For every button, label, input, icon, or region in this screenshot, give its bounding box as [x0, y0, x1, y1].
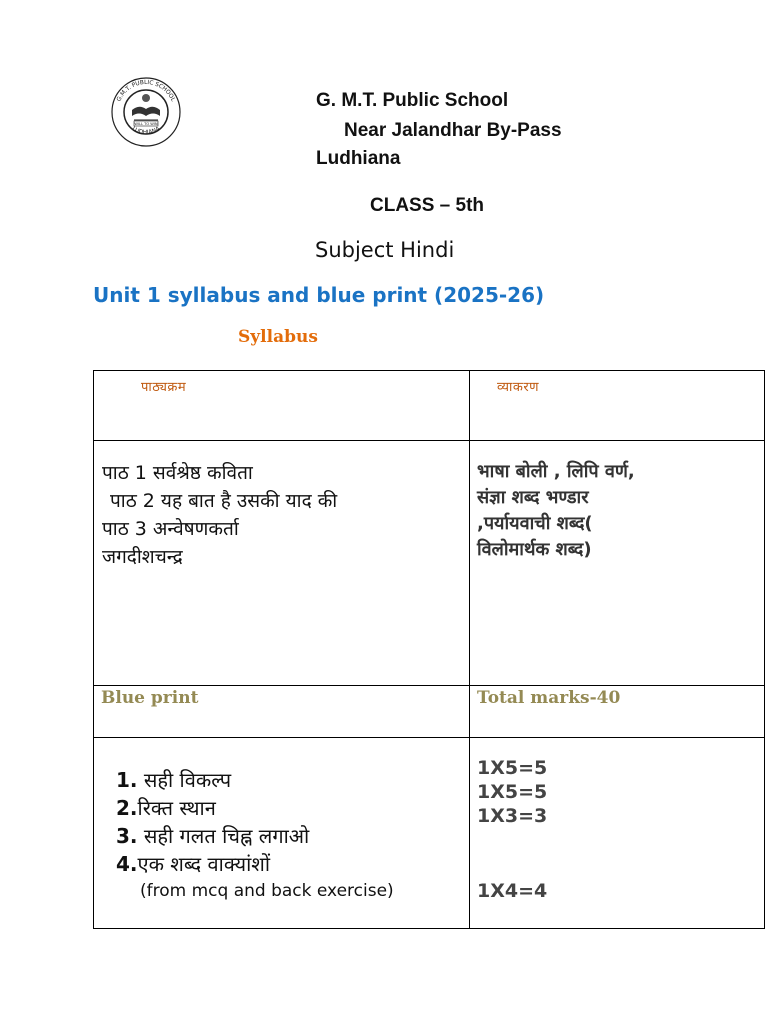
chapter-list — [102, 459, 469, 571]
school-name: G. M.T. Public School — [316, 90, 509, 111]
table-cell — [470, 371, 765, 441]
table-cell — [94, 371, 470, 441]
marks-item: 1X5=5 — [477, 757, 548, 779]
marks-item: 1X4=4 — [477, 880, 548, 902]
col-heading-curriculum: पाठ्यक्रम — [141, 380, 187, 395]
total-marks-label: Total marks-40 — [477, 688, 621, 708]
chapter-line: पाठ 2 यह बात है उसकी याद की — [110, 490, 338, 512]
grammar-topics — [477, 459, 764, 563]
svg-text:LUDHIANA: LUDHIANA — [130, 126, 162, 137]
list-item: 2.रिक्त स्थान — [116, 796, 216, 820]
table-cell — [94, 686, 470, 738]
marks-item: 1X3=3 — [477, 805, 548, 827]
syllabus-heading: Syllabus — [238, 327, 318, 347]
table-row — [94, 686, 765, 738]
table-cell — [94, 441, 470, 686]
chapter-line: जगदीशचन्द्र — [102, 546, 183, 568]
chapter-line: पाठ 1 सर्वश्रेष्ठ कविता — [102, 462, 253, 484]
class-label: CLASS – 5th — [370, 195, 485, 216]
questions-note: (from mcq and back exercise) — [140, 881, 394, 901]
subject-label: Subject Hindi — [315, 238, 455, 262]
table-cell — [470, 441, 765, 686]
grammar-line: विलोमार्थक शब्द) — [477, 539, 592, 560]
list-item: 1. सही विकल्प — [116, 768, 232, 792]
blueprint-label: Blue print — [101, 688, 199, 708]
grammar-line: ,पर्यायवाची शब्द( — [477, 513, 593, 534]
marks-item: 1X5=5 — [477, 781, 548, 803]
table-cell — [94, 738, 470, 929]
unit-title: Unit 1 syllabus and blue print (2025-26) — [93, 283, 545, 307]
col-heading-grammar: व्याकरण — [497, 380, 540, 395]
grammar-line: भाषा बोली , लिपि वर्ण, — [477, 461, 635, 482]
table-row — [94, 371, 765, 441]
grammar-line: संज्ञा शब्द भण्डार — [477, 487, 589, 508]
marks-list — [477, 756, 764, 903]
question-types-list — [116, 766, 469, 904]
table-cell — [470, 738, 765, 929]
table-cell — [470, 686, 765, 738]
syllabus-table — [93, 370, 765, 929]
school-logo — [108, 76, 184, 152]
school-city: Ludhiana — [316, 148, 401, 169]
table-row — [94, 441, 765, 686]
svg-text:G.M.T. PUBLIC SCHOOL: G.M.T. PUBLIC SCHOOL — [116, 79, 176, 103]
list-item: 4.एक शब्द वाक्यांशों — [116, 852, 271, 876]
chapter-line: पाठ 3 अन्वेषणकर्ता — [102, 518, 239, 540]
table-row — [94, 738, 765, 929]
list-item: 3. सही गलत चिह्न लगाओ — [116, 824, 310, 848]
svg-text:WILL TO WIN: WILL TO WIN — [134, 122, 158, 126]
school-address: Near Jalandhar By-Pass — [344, 120, 562, 141]
